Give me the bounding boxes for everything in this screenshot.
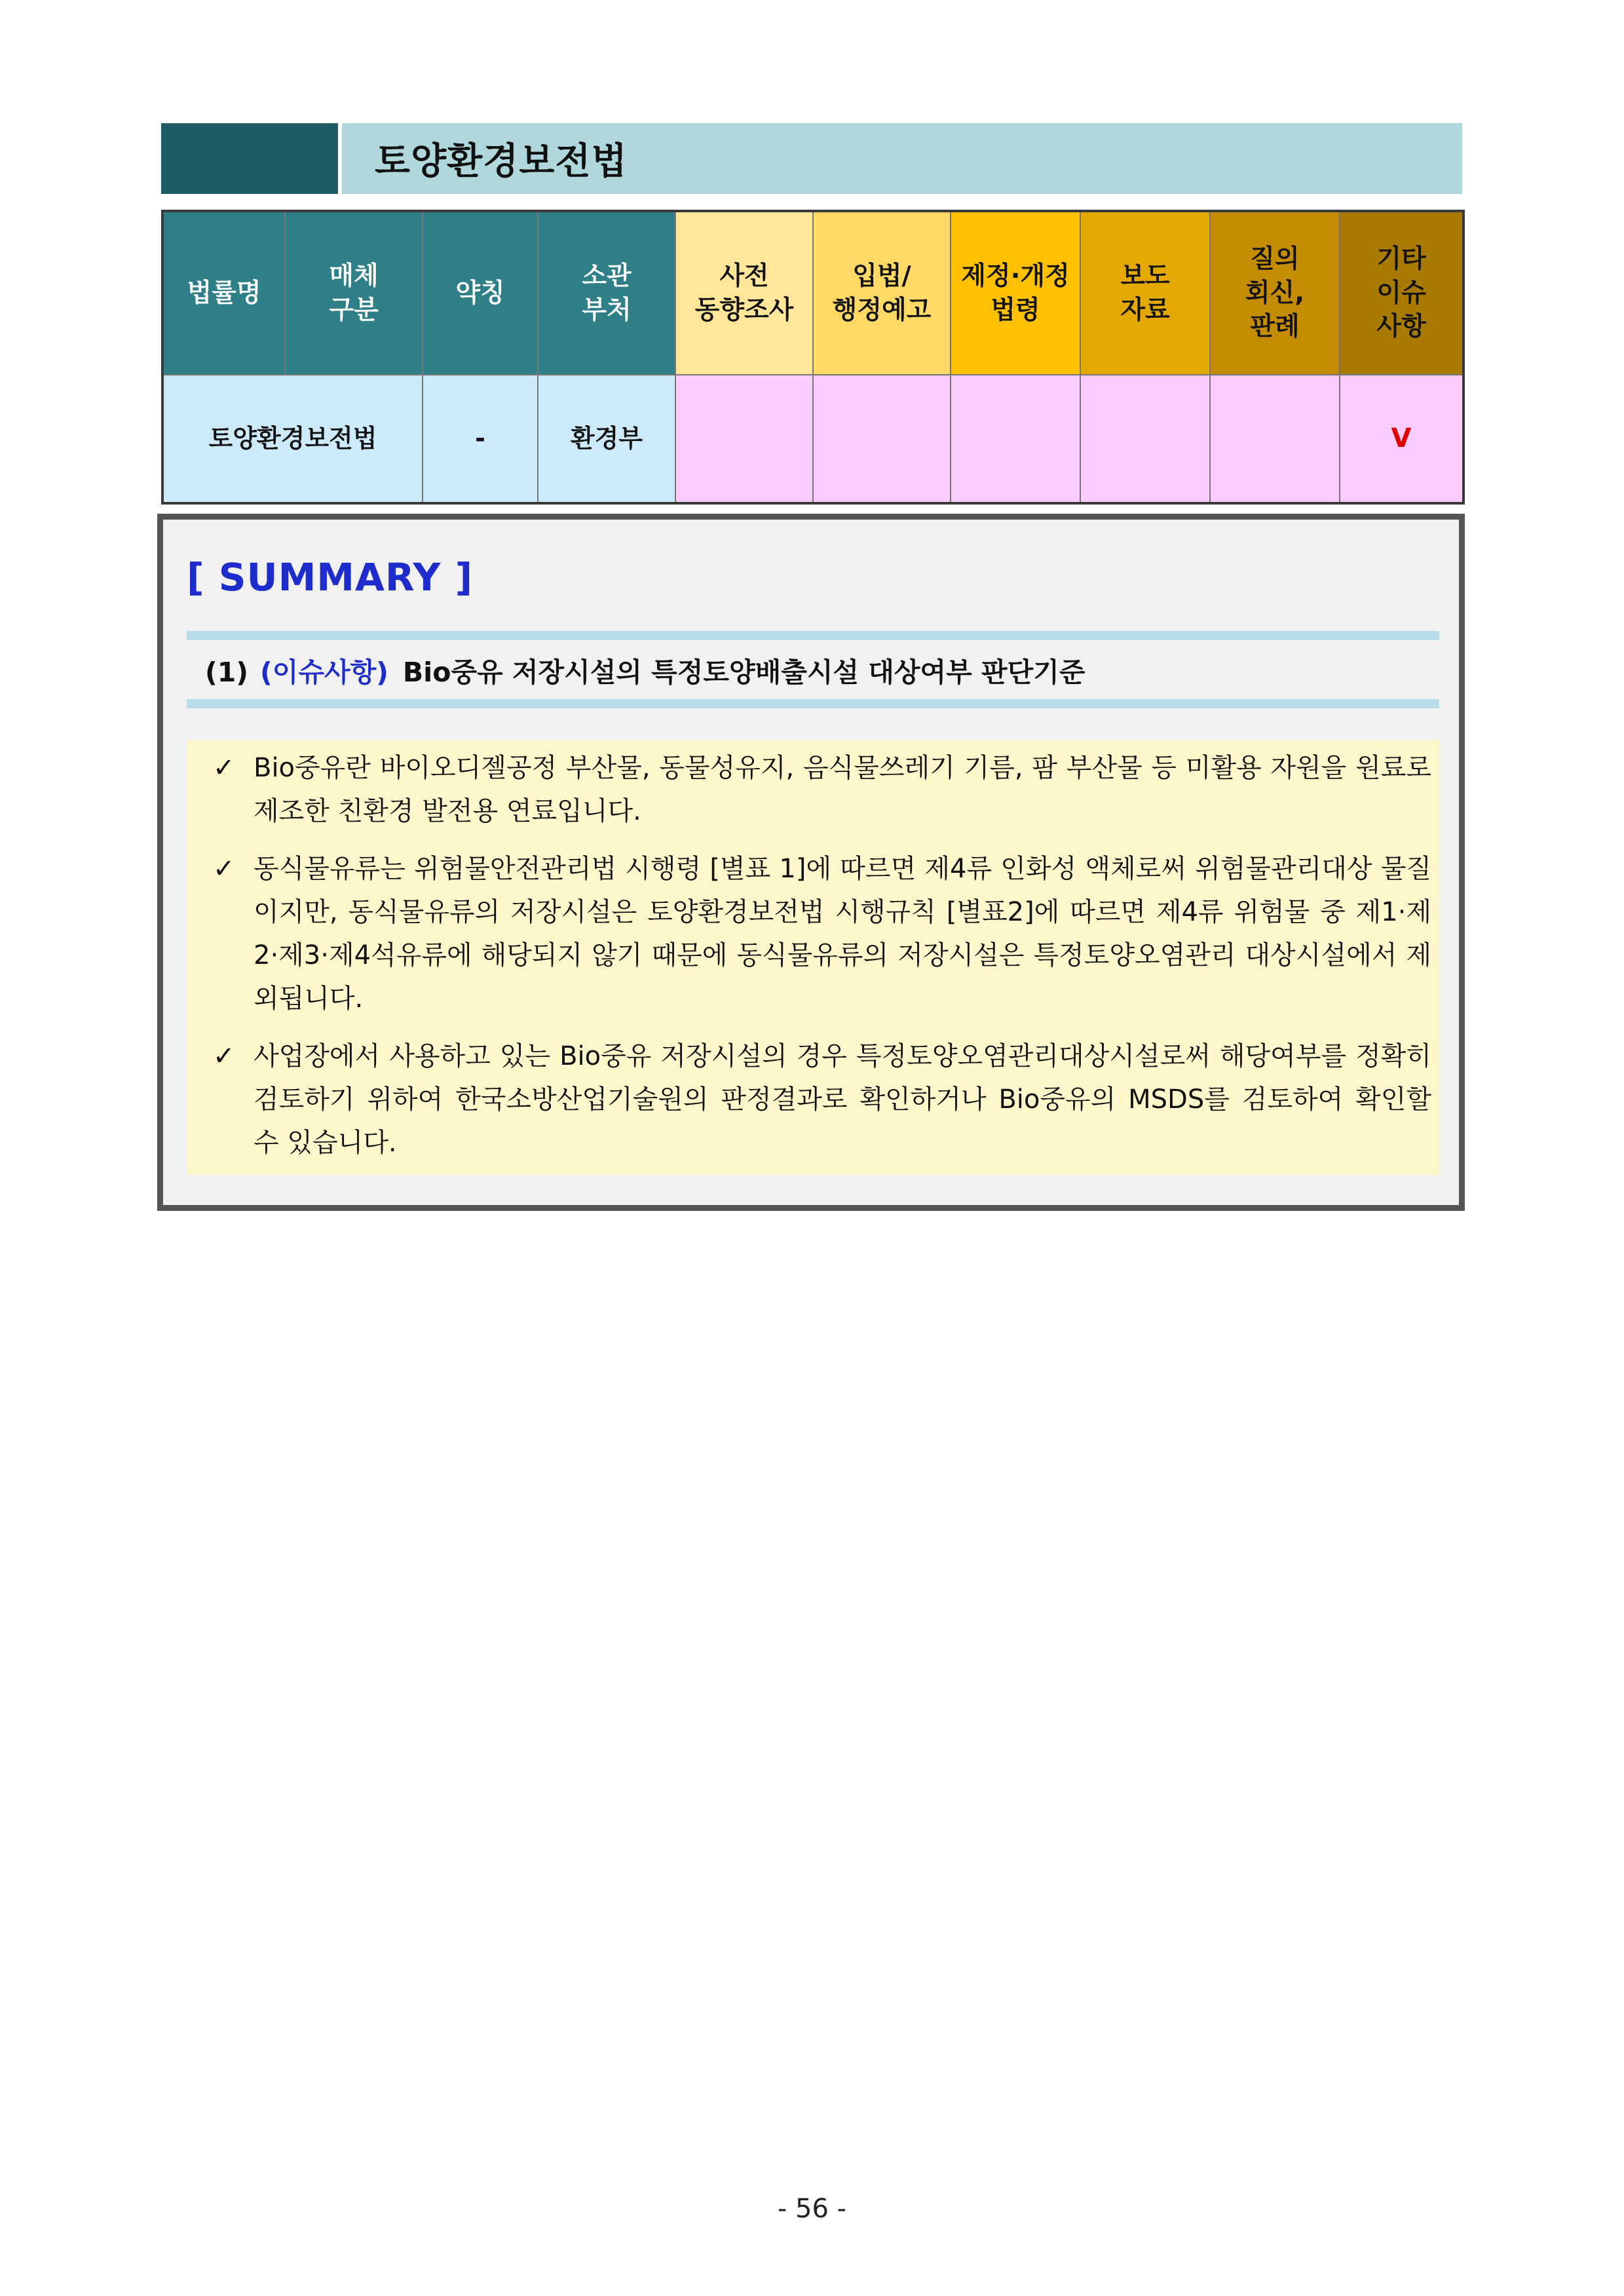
issue-number: (1): [205, 657, 249, 688]
issue-tag: (이슈사항): [260, 657, 388, 688]
divider: [187, 631, 1439, 640]
header-inquiry-precedent: 질의 회신, 판례: [1210, 211, 1340, 375]
page-number: - 56 -: [777, 2194, 847, 2224]
header-media-type: 매체 구분: [285, 211, 423, 375]
header-other-issues: 기타 이슈 사항: [1340, 211, 1463, 375]
divider: [187, 699, 1439, 708]
cell-legislative-notice: [813, 375, 951, 503]
header-enactment-amendment: 제정·개정 법령: [951, 211, 1080, 375]
list-item: [213, 847, 1431, 1020]
bullet-text: 동식물유류는 위험물안전관리법 시행령 [별표 1]에 따르면 제4류 인화성 액체로써 위험물관리대상 물질이지만, 동식물유류의 저장시설은 토양환경보전법 시행규칙 [별표2]에 따르면 제4류 위험물 중 제1·제2·제3·제4석유류에 해당되지 않기 때문에 동식물유류의 저장시설은 특정토양오염관리 대상시설에서 제외됩니다.: [254, 854, 1431, 1014]
cell-ministry: 환경부: [538, 375, 675, 503]
header-preliminary-survey: 사전 동향조사: [675, 211, 813, 375]
title-accent-block: [161, 123, 338, 194]
issue-title-line: [205, 651, 1085, 689]
header-press-release: 보도 자료: [1080, 211, 1210, 375]
law-classification-table: [161, 210, 1465, 505]
table-row: [162, 375, 1463, 503]
cell-inquiry-precedent: [1210, 375, 1340, 503]
issue-title: Bio중유 저장시설의 특정토양배출시설 대상여부 판단기준: [402, 657, 1086, 688]
checkmark-icon: ✓: [213, 1041, 235, 1071]
summary-box: [157, 514, 1465, 1211]
cell-press-release: [1080, 375, 1210, 503]
cell-preliminary-survey: [675, 375, 813, 503]
checkmark-icon: ✓: [213, 753, 235, 783]
header-ministry: 소관 부처: [538, 211, 675, 375]
cell-abbreviation: -: [423, 375, 538, 503]
list-item: [213, 746, 1431, 833]
table-header-row: [162, 211, 1463, 375]
cell-other-issues-mark: V: [1340, 375, 1463, 503]
section-title-banner: [161, 123, 1462, 194]
bullet-text: Bio중유란 바이오디젤공정 부산물, 동물성유지, 음식물쓰레기 기름, 팜 부산물 등 미활용 자원을 원료로 제조한 친환경 발전용 연료입니다.: [254, 753, 1431, 826]
summary-content: [187, 740, 1439, 1175]
header-abbreviation: 약칭: [423, 211, 538, 375]
cell-law-name: 토양환경보전법: [162, 375, 423, 503]
bullet-text: 사업장에서 사용하고 있는 Bio중유 저장시설의 경우 특정토양오염관리대상시설로써 해당여부를 정확히 검토하기 위하여 한국소방산업기술원의 판정결과로 확인하거나 Bio중유의 MSDS를 검토하여 확인할 수 있습니다.: [254, 1041, 1431, 1158]
summary-heading: [ SUMMARY ]: [187, 555, 474, 600]
list-item: [213, 1035, 1431, 1164]
header-law-name: 법률명: [162, 211, 285, 375]
cell-enactment-amendment: [951, 375, 1080, 503]
title-bar: [342, 123, 1462, 194]
page-title: 토양환경보전법: [375, 140, 628, 183]
header-legislative-notice: 입법/ 행정예고: [813, 211, 951, 375]
checkmark-icon: ✓: [213, 854, 235, 884]
